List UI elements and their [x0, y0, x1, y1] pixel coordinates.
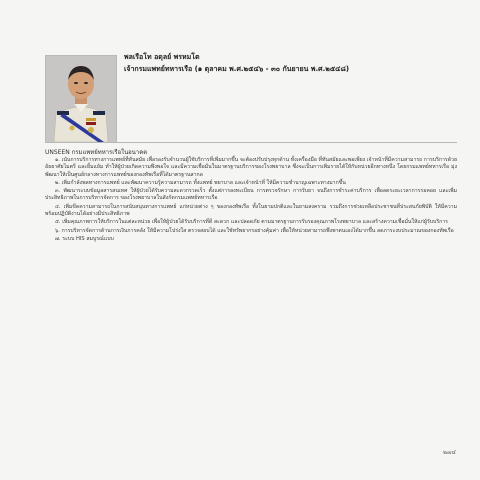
portrait-photo: [45, 55, 117, 143]
position-title: เจ้ากรมแพทย์ทหารเรือ (๑ ตุลาคม พ.ศ.๒๕๔๖ - ๓๐ กันยายน พ.ศ.๒๕๔๘): [124, 65, 350, 74]
paragraph: ๕. เพิ่มคุณภาพการให้บริการในแต่ละหน่วย เพื่อให้ผู้ป่วยได้รับบริการที่ดี สะดวก และปลอดภัย ตามมาตรฐานการรับรองคุณภาพโรงพยาบาล และสร้างความเชื่อมั่นให้แก่ผู้รับบริการ: [55, 219, 448, 226]
page-number: ๒๗๔: [442, 449, 456, 456]
divider: [45, 142, 457, 143]
paragraph: ๓. พัฒนาระบบข้อมูลสารสนเทศ ให้ผู้ป่วยได้รับความสะดวกรวดเร็ว ตั้งแต่การลงทะเบียน การตรวจรักษา การรับยา จนถึงการชำระค่าบริการ เพื่อลดระยะเวลาการรอคอย และเพิ่มประสิทธิภาพในการบริหารจัดการ ของโรงพยาบาลในสังกัดกรมแพทย์ทหารเรือ: [45, 188, 457, 202]
paragraph: ๑. เน้นการบริการทางการแพทย์ที่ทันสมัย เพื่อรองรับจำนวนผู้ใช้บริการที่เพิ่มมากขึ้น จะต้องปรับปรุงทุกด้าน ทั้งเครื่องมือ ที่ทันสมัยและพอเพียง เจ้าหน้าที่มีความสามารถ การบริการด้วยอัธยาศัยไมตรี และยิ้มแย้ม ทำให้ผู้ป่วยเกิดความพึงพอใจ และมีความเชื่อมั่นในมาตรฐานบริการของโรงพยาบาล ซึ่งจะเป็นการเพิ่มรายได้ให้กับหน่วยอีกทางหนึ่ง โดยกรมแพทย์ทหารเรือ มุ่งพัฒนาให้เป็นศูนย์กลางทางการแพทย์ของกองทัพเรือที่ได้มาตรฐานสากล: [45, 157, 458, 178]
portrait-image: [46, 56, 116, 142]
paragraph: ๖. การบริหารจัดการด้านการเงินการคลัง ให้มีความโปร่งใส ตรวจสอบได้ และใช้ทรัพยากรอย่างคุ้มค่า เพื่อให้หน่วยสามารถพึ่งพาตนเองได้มากขึ้น ลดภาระงบประมาณของกองทัพเรือ: [55, 227, 454, 234]
body-text: [45, 157, 457, 244]
header: [124, 53, 454, 74]
section-subtitle: UNSEEN กรมแพทย์ทหารเรือในอนาคต: [45, 149, 148, 156]
paragraph: ๗. ระบบ HIS สมบูรณ์แบบ: [55, 235, 114, 242]
paragraph: ๒. เพิ่มกำลังพลทางการแพทย์ และพัฒนาความรู้ความสามารถ ทั้งแพทย์ พยาบาล และเจ้าหน้าที่ ให้มีความชำนาญเฉพาะทางมากขึ้น: [55, 179, 346, 186]
person-name: พลเรือโท อดุลย์ พรหมโต: [124, 53, 200, 61]
paragraph: ๔. เพิ่มขีดความสามารถในการสนับสนุนทางการแพทย์ แก่หน่วยต่าง ๆ ของกองทัพเรือ ทั้งในยามปกติและในยามสงคราม รวมถึงการช่วยเหลือประชาชนที่ประสบภัยพิบัติ ให้มีความพร้อมปฏิบัติงานได้อย่างมีประสิทธิภาพ: [45, 203, 457, 218]
